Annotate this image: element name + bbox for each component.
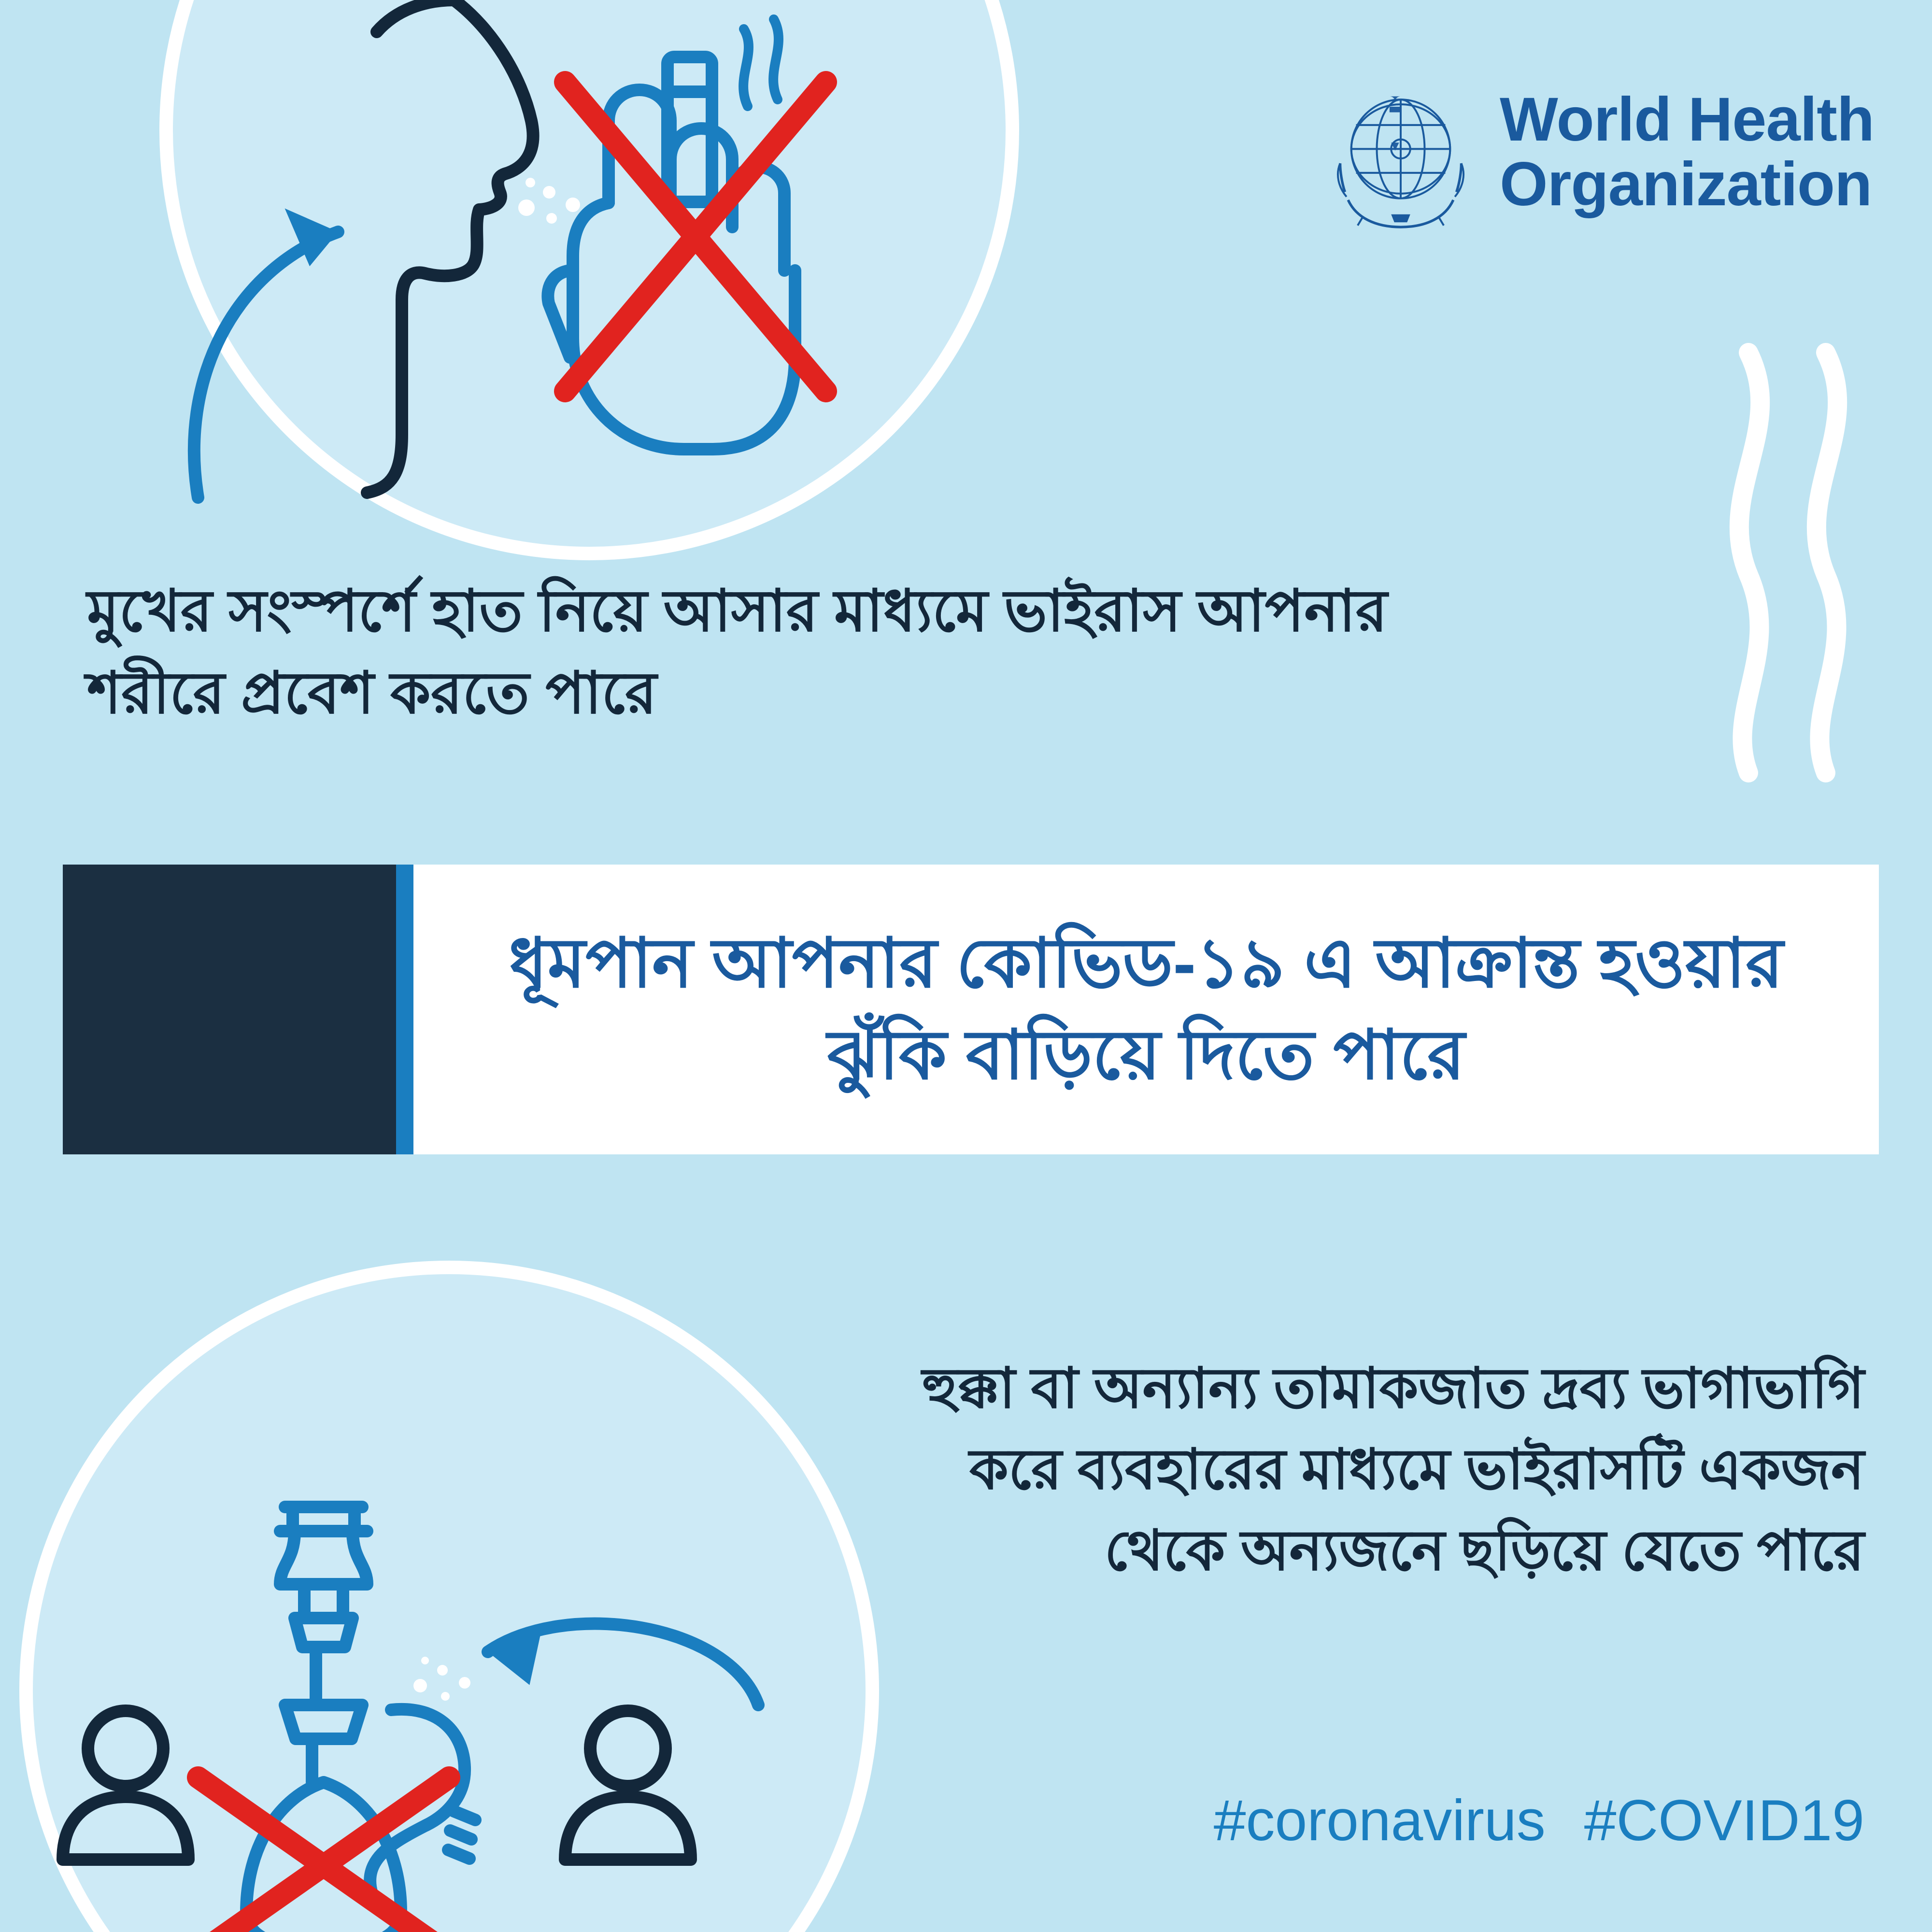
who-wordmark	[1500, 87, 1874, 217]
face-touching-hand-prohibited-icon	[184, 0, 1005, 555]
headline-band	[63, 865, 1879, 1154]
who-wordmark-line2: Organization	[1500, 150, 1872, 219]
who-emblem-icon	[1321, 72, 1480, 232]
hashtag-coronavirus: #coronavirus	[1213, 1788, 1546, 1853]
hashtag-covid19: #COVID19	[1584, 1788, 1864, 1853]
who-logo	[1321, 72, 1874, 232]
headline-band-dark-block	[63, 865, 396, 1154]
headline-band-text-area	[413, 865, 1879, 1154]
headline-text: ধূমপান আপনার কোভিড-১৯ এ আক্রান্ত হওয়ার ঝুঁকি বাড়িয়ে দিতে পারে	[509, 924, 1784, 1094]
bottom-paragraph: হুক্কা বা অন্যান্য তামাকজাত দ্রব্য ভাগাভাগি করে ব্যবহারের মাধ্যমে ভাইরাসটি একজন থেকে অন্যজনে ছড়িয়ে যেতে পারে	[922, 1357, 1864, 1582]
headline-band-accent-stripe	[396, 865, 413, 1154]
hashtags	[1214, 1787, 1864, 1854]
smoke-curls-icon	[1710, 333, 1869, 792]
shared-waterpipe-prohibited-icon	[53, 1478, 850, 1932]
who-wordmark-line1: World Health	[1500, 85, 1874, 154]
top-paragraph: মুখের সংস্পর্শে হাত নিয়ে আসার মাধ্যমে ভাইরাস আপনার শরীরে প্রবেশ করতে পারে	[87, 579, 1388, 726]
